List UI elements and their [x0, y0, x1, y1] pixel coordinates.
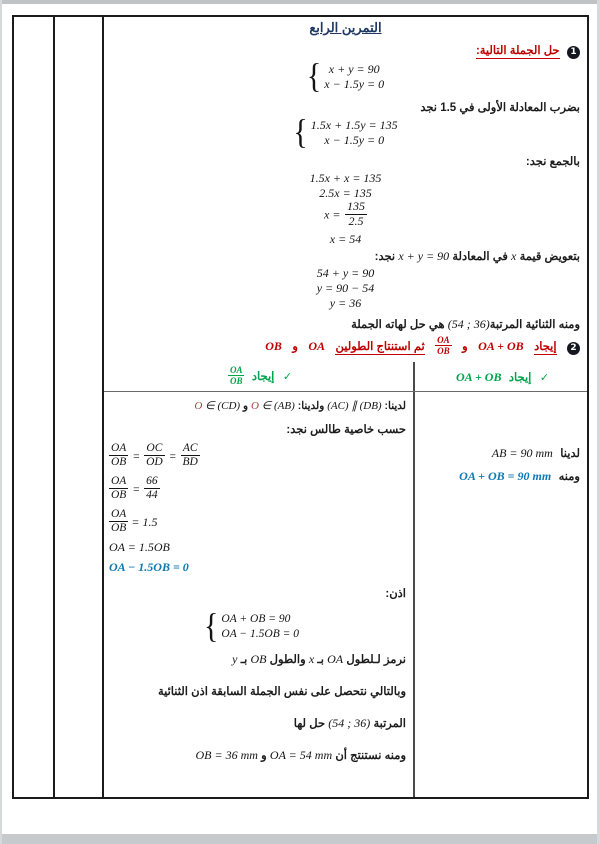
so-note: اذن: — [385, 588, 406, 600]
point-o: O — [194, 400, 203, 412]
oa-equation-zero: OA − 1.5OB = 0 — [109, 560, 189, 574]
section1-conclusion: ومنه الثنائية المرتبة(54 ; 36) هي حل لهاته الجملة — [351, 317, 580, 331]
exercise-title-text: التمرين الرابع — [309, 20, 382, 35]
system-1 — [104, 57, 587, 96]
document-table — [12, 15, 589, 799]
y-equation-1: 54 + y = 90 — [316, 266, 375, 280]
section1-heading — [476, 41, 580, 59]
thales-note: حسب خاصية طالس نجد: — [286, 424, 406, 436]
section1-heading-text: حل الجملة التالية: — [475, 45, 560, 57]
sum-equation: 1.5x + x = 135 — [309, 171, 382, 185]
oa-ob-fraction: $\frac{OA}{OB}$ — [229, 365, 243, 387]
two-column-subtable — [104, 362, 587, 797]
oa-equation: OA = 1.5OB — [109, 540, 170, 554]
find-label: إيجاد — [534, 341, 557, 354]
x-equals: x = — [324, 207, 341, 222]
system-2 — [104, 113, 587, 152]
system1-line2: x − 1.5y = 0 — [324, 77, 385, 91]
brace-icon: { — [204, 607, 219, 646]
system3-line1: OA + OB = 90 — [221, 613, 291, 625]
denote-note: نرمز لـلطول OA بـ x والطول OB بـ y — [232, 652, 406, 666]
solution-column — [104, 17, 587, 797]
exercise-title — [104, 19, 587, 37]
system3-line2: OA − 1.5OB = 0 — [221, 628, 300, 640]
section1-number-badge: 1 — [567, 46, 580, 59]
system-3 — [204, 607, 300, 646]
section2-heading: 2 إيجاد OA + OB و $\frac{OA}{OB}$ ثم استنتاج الطولين OA و OB — [262, 335, 580, 357]
hence-sum-line: ومنه OA + OB = 90 mm — [459, 469, 580, 483]
given-ab-line: لدينا AB = 90 mm — [491, 446, 580, 460]
multiply-note: بضرب المعادلة الأولى في 1.5 نجد — [420, 102, 580, 114]
find-sum-column — [415, 362, 587, 797]
system2-line1: 1.5x + 1.5y = 135 — [310, 118, 398, 132]
check-icon: ✓ — [539, 372, 550, 384]
therefore-note: وبالتالي نتحصل على نفس الجملة السابقة اذن الثنائية — [157, 686, 406, 698]
check-icon: ✓ — [282, 371, 293, 384]
brace-icon: { — [293, 113, 308, 152]
oa-ob-fraction: $\frac{OA}{OB}$ — [437, 335, 450, 357]
empty-margin-column-2 — [55, 17, 104, 797]
brace-icon: { — [306, 57, 322, 96]
final-conclusion: ومنه نستنتج أن OA = 54 mm و OB = 36 mm — [195, 748, 406, 762]
system1-line1: x + y = 90 — [328, 62, 380, 76]
system2-line2: x − 1.5y = 0 — [324, 133, 385, 147]
page-edge-left — [0, 0, 2, 844]
x-fraction-line — [104, 200, 587, 229]
page-edge-bottom — [0, 834, 600, 844]
add-note: بالجمع نجد: — [525, 156, 580, 168]
fraction-135-over-2-5: $\frac{135}{2.5}$ — [346, 199, 365, 228]
pair-note: المرتبة (54 ; 36) حل لها — [293, 716, 406, 730]
sum-equation-2: 2.5x = 135 — [319, 186, 372, 200]
section2-number-badge: 2 — [567, 342, 580, 355]
y-equation-3: y = 36 — [329, 296, 362, 310]
point-o: O — [250, 400, 259, 412]
sum-column-header: ✓ إيجاد OA + OB — [455, 370, 550, 384]
substitute-note: بتعويض قيمة x في المعادلة x + y = 90 نجد: — [374, 249, 580, 263]
ratio-equation-2: $\frac{OA}{OB}$ = $\frac{66}{44}$ — [111, 475, 158, 502]
empty-margin-column-1 — [14, 17, 55, 797]
y-equation-2: y = 90 − 54 — [316, 281, 375, 295]
deduce-label: ثم استنتاج الطولين — [335, 341, 425, 354]
x-value: x = 54 — [329, 232, 362, 246]
ratio-column-header: ✓ إيجاد $\frac{OA}{OB}$ — [229, 365, 293, 387]
find-ratio-column — [104, 362, 413, 797]
parallel-given-line: لدينا: (AC) ∥ (DB) ولدينا: O ∈ (AB) و O ∈ (CD) — [194, 400, 406, 412]
ratio-equation-3: $\frac{OA}{OB}$ = 1.5 — [111, 508, 158, 535]
ratio-equation-1: $\frac{OA}{OB}$ = $\frac{OC}{OD}$ = $\frac{AC}{BD}$ — [111, 442, 198, 469]
page-edge-top — [0, 0, 600, 4]
